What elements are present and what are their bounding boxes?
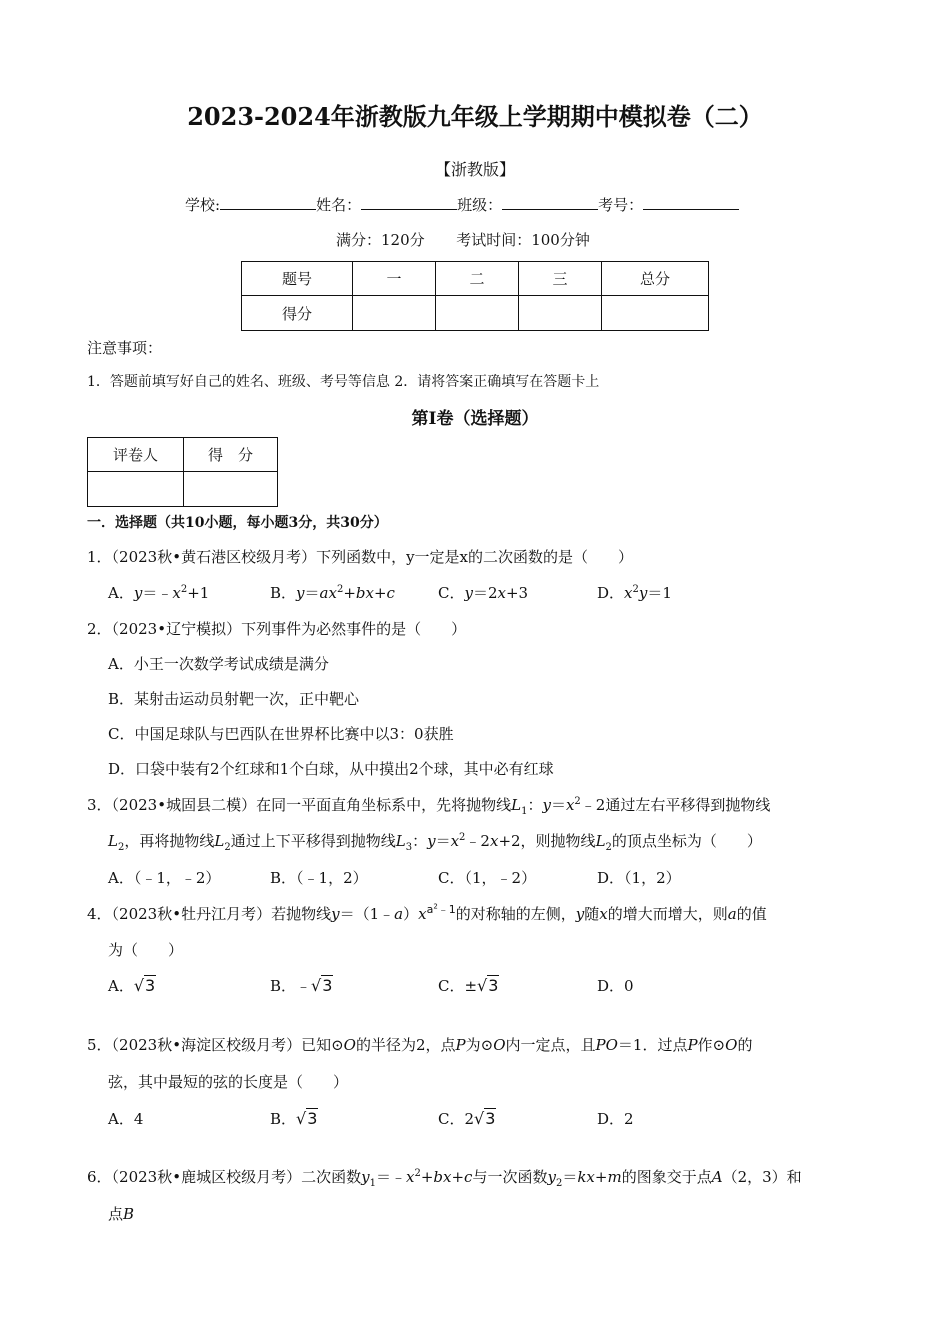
q1-option-a[interactable]: A．$y=﹣x^2+1$ [108, 584, 210, 602]
q3-option-c[interactable]: C．（1，﹣2） [438, 869, 537, 887]
exam-time: 考试时间：100分钟 [456, 231, 590, 249]
section-title: 第Ⅰ卷（选择题） [411, 409, 539, 429]
class-blank[interactable] [502, 194, 598, 210]
class-label: 班级： [457, 196, 503, 214]
score-cell[interactable] [602, 296, 709, 331]
grader-cell[interactable] [88, 472, 184, 507]
grader-table [87, 437, 278, 507]
q4-option-c[interactable]: C．±√3 [438, 976, 499, 995]
part1-title: 一．选择题（共10小题，每小题3分，共30分） [87, 515, 388, 531]
question-number: 6． [87, 1168, 112, 1186]
score-header: 二 [436, 262, 519, 296]
question-1 [87, 546, 633, 567]
question-number: 2． [87, 620, 112, 638]
question-3-line2: $L_2$，再将抛物线$L_2$通过上下平移得到抛物线$L_3$：$y=x^2﹣2x+2$，则抛物线$L_2$的顶点坐标为（ ） [108, 832, 762, 853]
q3-option-a[interactable]: A．（﹣1，﹣2） [108, 869, 221, 887]
q2-option-a[interactable]: A．小王一次数学考试成绩是满分 [108, 655, 329, 673]
notes-title: 注意事项： [87, 339, 163, 357]
q4-option-b[interactable]: B．﹣√3 [270, 976, 333, 995]
student-info-line [185, 194, 739, 215]
question-source: （2023秋•牡丹江月考） [111, 905, 272, 923]
q4-option-a[interactable]: A．√3 [108, 976, 156, 995]
score-header: 题号 [242, 262, 353, 296]
question-source: （2023秋•海淀区校级月考） [111, 1036, 302, 1054]
sqrt-icon: √3 [477, 976, 499, 995]
name-blank[interactable] [361, 194, 457, 210]
notes-text: 1．答题前填写好自己的姓名、班级、考号等信息 2．请将答案正确填写在答题卡上 [87, 374, 600, 390]
q3-option-b[interactable]: B．（﹣1，2） [270, 869, 368, 887]
school-label: 学校: [185, 196, 221, 214]
question-stem: 下列事件为必然事件的是（ ） [241, 620, 467, 638]
q5-option-b[interactable]: B．√3 [270, 1109, 318, 1128]
sqrt-icon: √3 [474, 1109, 496, 1128]
exam-title: 2023-2024年浙教版九年级上学期期中模拟卷（二） [187, 102, 763, 131]
question-source: （2023•城固县二模） [111, 796, 257, 814]
question-5-line2: 弦，其中最短的弦的长度是（ ） [108, 1073, 349, 1091]
question-2 [87, 618, 466, 639]
question-source: （2023•辽宁模拟） [111, 620, 242, 638]
score-cell[interactable] [519, 296, 602, 331]
q2-option-c[interactable]: C．中国足球队与巴西队在世界杯比赛中以3：0获胜 [108, 725, 454, 743]
question-source: （2023秋•鹿城区校级月考） [111, 1168, 302, 1186]
grader-header: 评卷人 [88, 438, 184, 472]
question-4-line2: 为（ ） [108, 941, 184, 959]
exam-number-label: 考号： [598, 196, 644, 214]
question-6: 6．（2023秋•鹿城区校级月考）二次函数$y_1=﹣x^2+bx+c$与一次函数$y_2=kx+m$的图象交于点A（2，3）和 [87, 1168, 802, 1189]
grader-header: 得 分 [184, 438, 278, 472]
sqrt-icon: √3 [133, 976, 156, 995]
score-header: 一 [353, 262, 436, 296]
score-header: 总分 [602, 262, 709, 296]
school-blank[interactable] [220, 194, 316, 210]
edition-label: 【浙教版】 [434, 160, 515, 179]
q4-option-d[interactable]: D．0 [597, 977, 634, 995]
question-number: 4． [87, 905, 112, 923]
question-number: 5． [87, 1036, 112, 1054]
score-row-label: 得分 [242, 296, 353, 331]
score-header: 三 [519, 262, 602, 296]
question-source: （2023秋•黄石港区校级月考） [111, 548, 317, 566]
question-3: 3．（2023•城固县二模）在同一平面直角坐标系中，先将抛物线$L_1$：$y=x^2﹣2$通过左右平移得到抛物线 [87, 796, 771, 817]
name-label: 姓名： [316, 196, 362, 214]
q5-option-c[interactable]: C．2√3 [438, 1109, 496, 1128]
question-4: 4．（2023秋•牡丹江月考）若抛物线$y=(1﹣a)x^{a^2﹣1}$的对称轴的左侧，y随x的增大而增大，则a的值 [87, 902, 767, 923]
q5-option-d[interactable]: D．2 [597, 1110, 634, 1128]
question-5: 5．（2023秋•海淀区校级月考）已知⊙O的半径为2，点P为⊙O内一定点，且PO＝1．过点P作⊙O的 [87, 1036, 753, 1054]
sqrt-icon: √3 [311, 976, 333, 995]
question-stem: 下列函数中，y一定是x的二次函数的是（ ） [316, 548, 634, 566]
q3-option-d[interactable]: D．（1，2） [597, 869, 681, 887]
question-6-line2: 点B [108, 1205, 135, 1223]
sqrt-icon: √3 [296, 1109, 318, 1128]
question-number: 3． [87, 796, 112, 814]
q5-option-a[interactable]: A．4 [108, 1110, 144, 1128]
q2-option-d[interactable]: D．口袋中装有2个红球和1个白球，从中摸出2个球，其中必有红球 [108, 760, 554, 778]
q2-option-b[interactable]: B．某射击运动员射靶一次，正中靶心 [108, 690, 360, 708]
score-cell[interactable] [436, 296, 519, 331]
exam-meta [336, 229, 590, 250]
q1-option-d[interactable]: D．$x^2y=1$ [597, 584, 672, 602]
q1-option-b[interactable]: B．$y=ax^2+bx+c$ [270, 584, 395, 602]
score-cell[interactable] [353, 296, 436, 331]
exam-number-blank[interactable] [643, 194, 739, 210]
grader-cell[interactable] [184, 472, 278, 507]
question-number: 1． [87, 548, 112, 566]
q1-option-c[interactable]: C．y＝2x+3 [438, 584, 529, 602]
full-score: 满分：120分 [336, 231, 425, 249]
score-table [241, 261, 709, 331]
